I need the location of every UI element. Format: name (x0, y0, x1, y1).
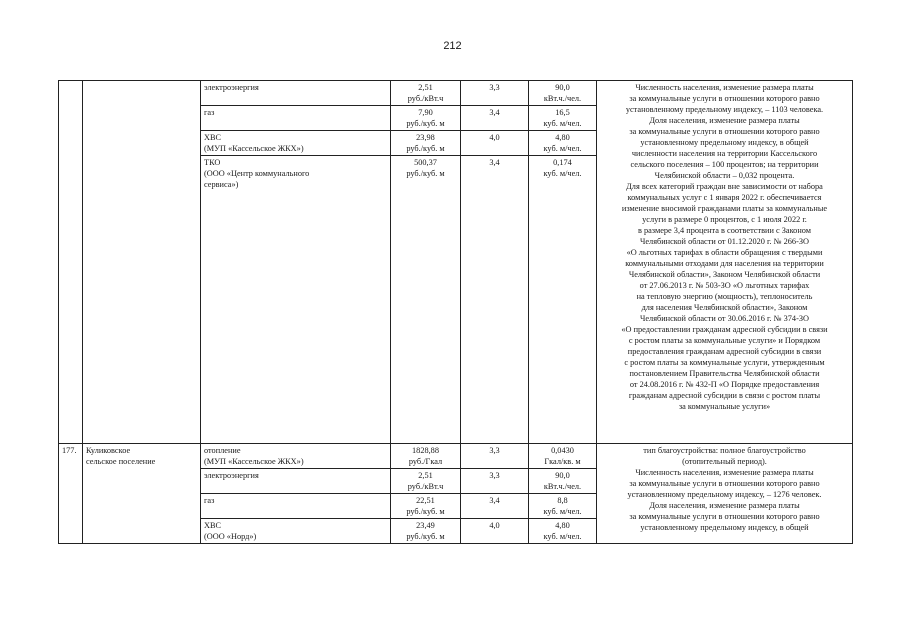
norm-cell: 0,0430 Гкал/кв. м (529, 444, 597, 469)
price-cell: 1828,88 руб./Гкал (391, 444, 461, 469)
service-cell: электроэнергия (201, 81, 391, 106)
note-line: постановлением Правительства Челябинской области (629, 369, 820, 378)
note-line: коммунальных услуг с 1 января 2022 г. обеспечивается (627, 193, 822, 202)
note-line: Челябинской области», Законом Челябинской области (628, 270, 821, 279)
note-line: установленному предельному индексу, в общей (640, 138, 809, 147)
percent-cell: 3,3 (461, 81, 529, 106)
note-line: от 27.06.2013 г. № 503-ЗО «О льготных тарифах (639, 281, 810, 290)
note-line: услуги в размере 0 процентов, с 1 июля 2022 г. (642, 215, 807, 224)
note-line: сельского поселения – 100 процентов; на территории (630, 160, 819, 169)
price-cell: 23,98 руб./куб. м (391, 131, 461, 156)
note-line: с ростом платы за коммунальные услуги» и Порядком (628, 336, 821, 345)
note-line: Челябинской области – 0,032 процента. (654, 171, 795, 180)
norm-cell: 8,8 куб. м/чел. (529, 494, 597, 519)
note-line: за коммунальные услуги» (678, 402, 771, 411)
note-line: за коммунальные услуги в отношении которого равно (629, 94, 820, 103)
note-line: за коммунальные услуги в отношении которого равно (629, 479, 820, 488)
note-line: установленному предельному индексу, – 1276 человек. (627, 490, 822, 499)
note-line: в размере 3,4 процента в соответствии с Законом (637, 226, 812, 235)
note-line: Численность населения, изменение размера платы (635, 83, 814, 92)
note-line: Челябинской области от 30.06.2016 г. № 374-ЗО (639, 314, 809, 323)
percent-cell: 4,0 (461, 131, 529, 156)
note-line: «О предоставлении гражданам адресной субсидии в связи (621, 325, 828, 334)
note-line: Численность населения, изменение размера платы (635, 468, 814, 477)
service-cell: газ (201, 106, 391, 131)
settlement-cell (83, 81, 201, 444)
norm-cell: 4,80 куб. м/чел. (529, 519, 597, 544)
note-cell (597, 444, 853, 544)
row-number-cell: 177. (59, 444, 83, 544)
note-line: от 24.08.2016 г. № 432-П «О Порядке предоставления (629, 380, 820, 389)
norm-cell: 16,5 куб. м/чел. (529, 106, 597, 131)
note-line: Челябинской области от 01.12.2020 г. № 266-ЗО (639, 237, 809, 246)
price-cell: 7,90 руб./куб. м (391, 106, 461, 131)
note-line: за коммунальные услуги в отношении которого равно (629, 512, 820, 521)
note-line: Доля населения, изменение размера платы (649, 116, 800, 125)
table-row (59, 81, 853, 106)
service-cell: электроэнергия (201, 469, 391, 494)
page-number: 212 (443, 40, 462, 52)
table-row (59, 444, 853, 469)
note-line: гражданам адресной субсидии в связи с ростом платы (628, 391, 821, 400)
note-line: установленному предельному индексу, – 1103 человека. (625, 105, 824, 114)
percent-cell: 3,4 (461, 106, 529, 131)
price-cell: 500,37 руб./куб. м (391, 156, 461, 444)
percent-cell: 3,3 (461, 444, 529, 469)
note-line: «О льготных тарифах в области обращения с твердыми (626, 248, 823, 257)
tariff-table (58, 80, 853, 544)
note-line: тип благоустройства: полное благоустройство (643, 446, 806, 455)
price-cell: 2,51 руб./кВт.ч (391, 469, 461, 494)
price-cell: 23,49 руб./куб. м (391, 519, 461, 544)
norm-cell: 4,80 куб. м/чел. (529, 131, 597, 156)
note-line: (отопительный период). (682, 457, 767, 466)
percent-cell: 3,4 (461, 494, 529, 519)
percent-cell: 3,4 (461, 156, 529, 444)
note-line: на тепловую энергию (мощность), теплоноситель (636, 292, 813, 301)
price-cell: 2,51 руб./кВт.ч (391, 81, 461, 106)
settlement-cell: Куликовское сельское поселение (83, 444, 201, 544)
norm-cell: 90,0 кВт.ч./чел. (529, 469, 597, 494)
note-text (600, 82, 849, 412)
service-cell: отопление (МУП «Кассельское ЖКХ») (201, 444, 391, 469)
percent-cell: 4,0 (461, 519, 529, 544)
service-cell: ТКО (ООО «Центр коммунального сервиса») (201, 156, 391, 444)
norm-cell: 0,174 куб. м/чел. (529, 156, 597, 444)
note-line: для населения Челябинской области», Законом (641, 303, 808, 312)
note-cell (597, 81, 853, 444)
note-line: с ростом платы за коммунальные услуги, утвержденным (624, 358, 825, 367)
note-line: за коммунальные услуги в отношении которого равно (629, 127, 820, 136)
note-line: изменение вносимой гражданами платы за коммунальные (621, 204, 828, 213)
note-line: численности населения на территории Кассельского (631, 149, 818, 158)
service-cell: газ (201, 494, 391, 519)
row-number-cell (59, 81, 83, 444)
note-line: установленному предельному индексу, в общей (640, 523, 809, 532)
percent-cell: 3,3 (461, 469, 529, 494)
service-cell: ХВС (МУП «Кассельское ЖКХ») (201, 131, 391, 156)
note-line: Для всех категорий граждан вне зависимости от набора (626, 182, 823, 191)
note-line: коммунальными отходами для населения на территории (625, 259, 824, 268)
note-line: Доля населения, изменение размера платы (649, 501, 800, 510)
service-cell: ХВС (ООО «Норд») (201, 519, 391, 544)
note-line: предоставления гражданам адресной субсидии в связи (627, 347, 822, 356)
norm-cell: 90,0 кВт.ч./чел. (529, 81, 597, 106)
note-text (600, 445, 849, 533)
price-cell: 22,51 руб./куб. м (391, 494, 461, 519)
